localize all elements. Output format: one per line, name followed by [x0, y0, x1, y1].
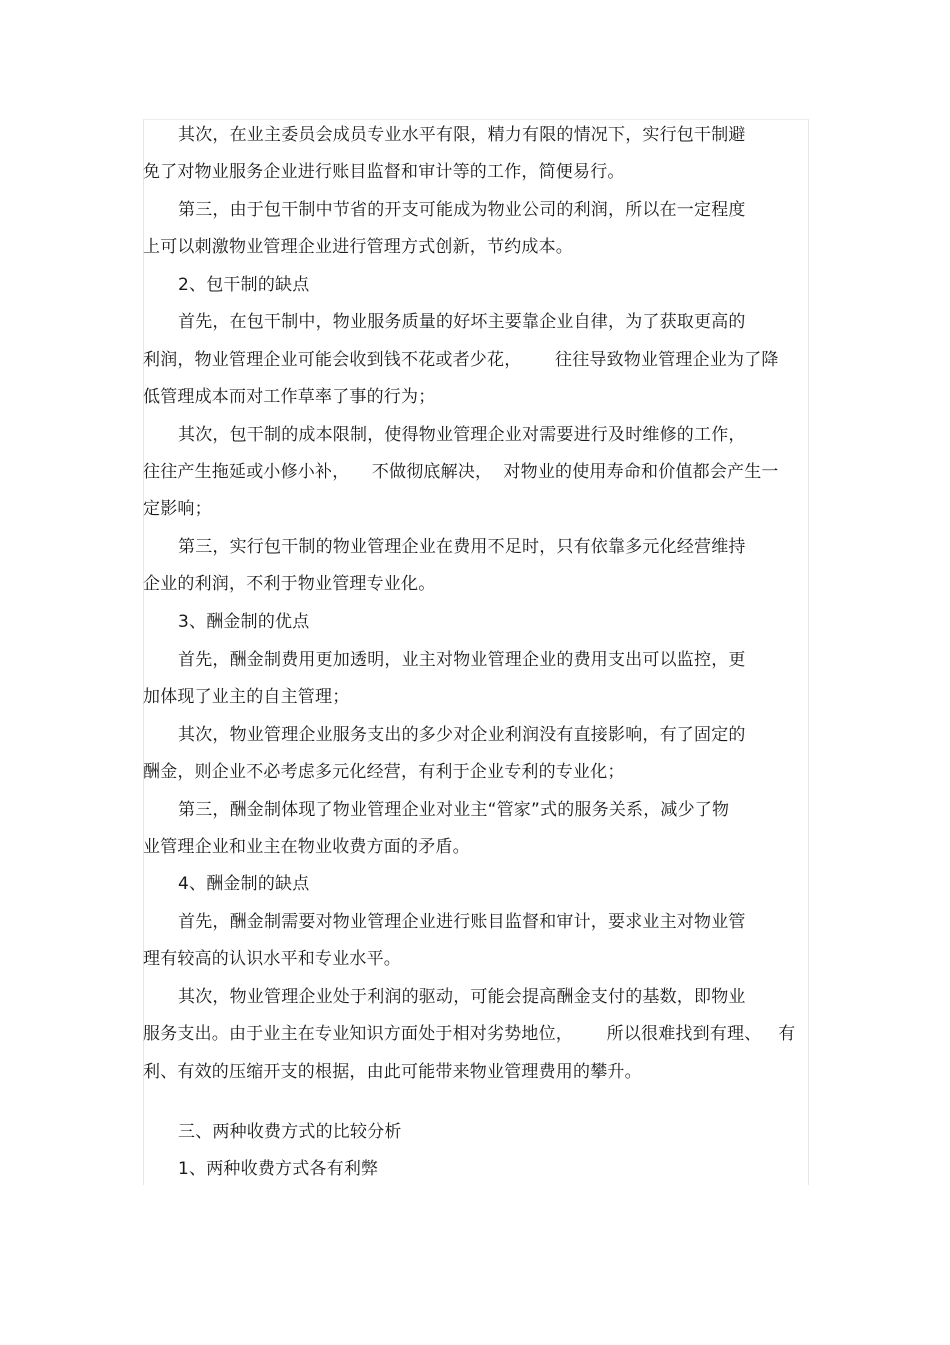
- text-line: 首先，酬金制费用更加透明，业主对物业管理企业的费用支出可以监控，更: [178, 650, 746, 670]
- chapter-heading: 三、两种收费方式的比较分析: [178, 1122, 402, 1142]
- section-heading: 4、酬金制的缺点: [178, 874, 310, 894]
- text-line: 其次，包干制的成本限制，使得物业管理企业对需要进行及时维修的工作，: [178, 425, 746, 445]
- text-line: 酬金，则企业不必考虑多元化经营，有利于企业专利的专业化；: [143, 762, 625, 782]
- text-line: 第三，实行包干制的物业管理企业在费用不足时，只有依靠多元化经营维持: [178, 537, 746, 557]
- text-line: 其次，在业主委员会成员专业水平有限，精力有限的情况下，实行包干制避: [178, 125, 746, 145]
- text-line: 第三，由于包干制中节省的开支可能成为物业公司的利润，所以在一定程度: [178, 200, 746, 220]
- text-line: 首先，在包干制中，物业服务质量的好坏主要靠企业自律，为了获取更高的: [178, 312, 746, 332]
- text-line: 加体现了业主的自主管理；: [143, 687, 350, 707]
- text-line: 往往产生拖延或小修小补， 不做彻底解决， 对物业的使用寿命和价值都会产生一: [143, 462, 779, 482]
- text-line: 业管理企业和业主在物业收费方面的矛盾。: [143, 837, 470, 857]
- text-line: 定影响；: [143, 499, 212, 519]
- section-heading: 2、包干制的缺点: [178, 275, 310, 295]
- section-heading: 1、两种收费方式各有利弊: [178, 1159, 379, 1179]
- text-line: 第三，酬金制体现了物业管理企业对业主“管家”式的服务关系，减少了物: [178, 800, 730, 820]
- text-line: 其次，物业管理企业服务支出的多少对企业利润没有直接影响，有了固定的: [178, 725, 746, 745]
- text-line: 服务支出。由于业主在专业知识方面处于相对劣势地位， 所以很难找到有理、 有: [143, 1024, 796, 1044]
- text-line: 企业的利润，不利于物业管理专业化。: [143, 574, 436, 594]
- text-line: 其次，物业管理企业处于利润的驱动，可能会提高酬金支付的基数，即物业: [178, 987, 746, 1007]
- text-line: 免了对物业服务企业进行账目监督和审计等的工作，简便易行。: [143, 162, 625, 182]
- text-line: 理有较高的认识水平和专业水平。: [143, 949, 401, 969]
- text-line: 首先，酬金制需要对物业管理企业进行账目监督和审计，要求业主对物业管: [178, 912, 746, 932]
- text-line: 低管理成本而对工作草率了事的行为；: [143, 387, 436, 407]
- text-line: 上可以刺激物业管理企业进行管理方式创新，节约成本。: [143, 237, 573, 257]
- section-heading: 3、酬金制的优点: [178, 612, 310, 632]
- text-line: 利、有效的压缩开支的根据，由此可能带来物业管理费用的攀升。: [143, 1062, 642, 1082]
- text-line: 利润，物业管理企业可能会收到钱不花或者少花， 往往导致物业管理企业为了降: [143, 350, 779, 370]
